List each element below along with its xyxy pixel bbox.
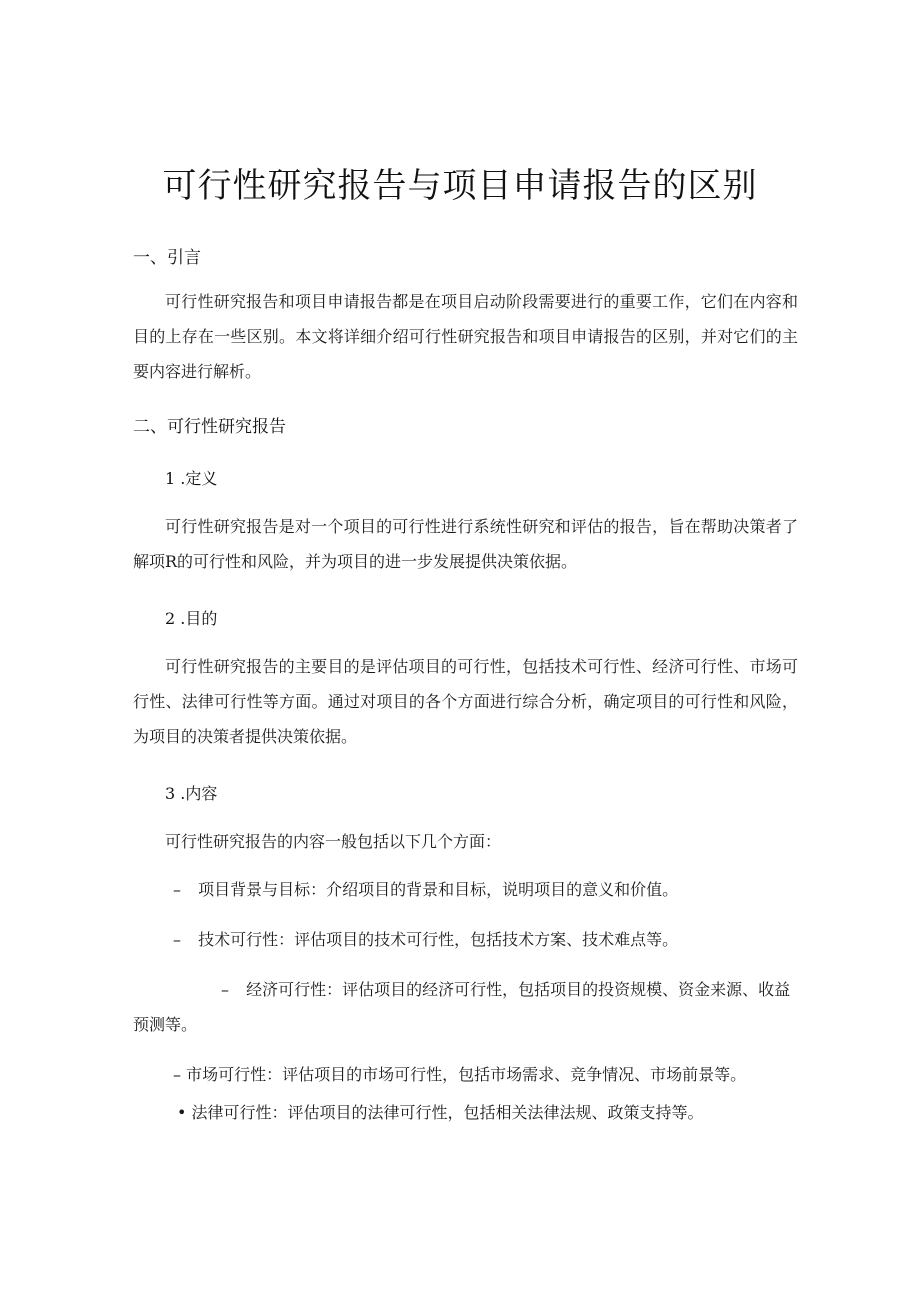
list-item <box>133 972 798 1042</box>
list-item <box>173 922 678 957</box>
dash-marker: – <box>221 980 229 999</box>
intro-paragraph: 可行性研究报告和项目申请报告都是在项目启动阶段需要进行的重要工作，它们在内容和目的上存在一些区别。本文将详细介绍可行性研究报告和项目申请报告的区别，并对它们的主要内容进行解析。 <box>133 292 798 381</box>
bullet-marker: • <box>177 1103 187 1122</box>
list-item <box>173 872 678 907</box>
dash-marker: – <box>173 1065 181 1084</box>
list-item <box>177 1095 704 1130</box>
document-title: 可行性研究报告与项目申请报告的区别 <box>162 166 758 206</box>
list-item-text: 市场可行性：评估项目的市场可行性，包括市场需求、竞争情况、市场前景等。 <box>186 1065 747 1084</box>
dash-marker: – <box>173 880 181 899</box>
subsection-label-purpose: 2 .目的 <box>165 609 218 628</box>
subsection-label-definition: 1 .定义 <box>165 469 218 488</box>
list-item <box>173 1057 746 1092</box>
content-intro-text: 可行性研究报告的内容一般包括以下几个方面： <box>165 832 502 851</box>
section-heading-intro: 一、引言 <box>133 248 201 268</box>
list-item-text: 项目背景与目标：介绍项目的背景和目标，说明项目的意义和价值。 <box>198 880 679 899</box>
list-item-text: 技术可行性：评估项目的技术可行性，包括技术方案、技术难点等。 <box>198 930 679 949</box>
section-heading-feasibility: 二、可行性研究报告 <box>133 417 286 437</box>
purpose-paragraph: 可行性研究报告的主要目的是评估项目的可行性，包括技术可行性、经济可行性、市场可行性、法律可行性等方面。通过对项目的各个方面进行综合分析，确定项目的可行性和风险，为项目的决策者提供决策依据。 <box>133 657 798 746</box>
list-item-text: 法律可行性：评估项目的法律可行性，包括相关法律法规、政策支持等。 <box>191 1103 704 1122</box>
dash-marker: – <box>173 930 181 949</box>
subsection-label-content: 3 .内容 <box>165 784 218 803</box>
list-item-text: 经济可行性：评估项目的经济可行性，包括项目的投资规模、资金来源、收益预测等。 <box>133 980 791 1034</box>
definition-paragraph: 可行性研究报告是对一个项目的可行性进行系统性研究和评估的报告，旨在帮助决策者了解项R的可行性和风险，并为项目的进一步发展提供决策依据。 <box>133 517 798 571</box>
